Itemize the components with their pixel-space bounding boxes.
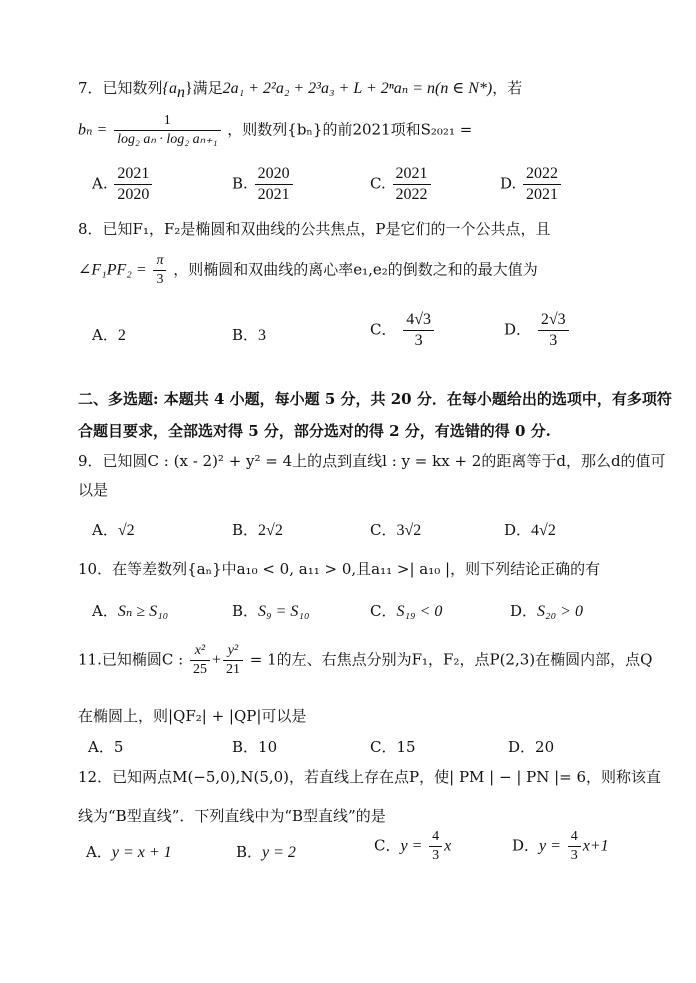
option-den: 2021 [526,186,559,203]
option-fraction [429,828,442,865]
option-value: 2√2 [258,522,283,539]
q9-option-b [232,520,283,541]
option-value: S₁₉ < 0 [396,603,443,620]
q11-f1-num: x² [190,642,210,661]
option-value: 4√2 [531,522,556,539]
q7-bn-den: log₂ aₙ · log₂ aₙ₊₁ [117,132,218,147]
option-label: A. [92,174,108,193]
option-label: A． [92,326,118,344]
q7-stem-line2 [78,112,472,149]
q11-stem-line2: 在椭圆上，则|QF₂| + |QP|可以是 [78,707,307,725]
option-fraction [538,310,569,351]
q11-post: = 1的左、右焦点分别为F₁，F₂，点P(2,3)在椭圆内部，点Q [249,650,653,669]
option-label: B． [236,843,263,861]
option-value: 5 [113,738,124,756]
q7-stem-line1 [78,78,522,99]
option-label: B. [232,174,248,193]
option-den: 2020 [117,186,150,203]
q11-pre: 11.已知椭圆C : [78,650,184,669]
option-num: 4 [429,828,442,847]
option-label: D. [500,174,517,193]
q7-cond-post: ，若 [492,79,523,97]
q8-option-c [370,310,436,351]
option-label: C． [370,738,397,756]
q12-option-a [86,842,172,863]
option-fraction [114,164,152,205]
option-pre: y = [400,837,423,855]
option-fraction [568,828,581,865]
q7-bn-num: 1 [114,112,220,131]
q11-f2-num: y² [223,642,243,661]
q12-stem-line2: 线为“B型直线”．下列直线中为“B型直线”的是 [78,807,386,825]
option-label: D． [504,320,532,339]
option-label: D． [504,521,532,539]
section2-line2: 合题目要求，全部选对得 5 分，部分选对的得 2 分，有选错的得 0 分. [78,422,551,440]
q12-option-d [512,828,609,865]
q10-option-d [510,601,583,622]
q8-angle-num: π [153,252,166,271]
option-den: 2021 [257,186,290,203]
option-label: C． [370,602,397,620]
option-value: S₂₀ > 0 [537,603,583,620]
q11-option-c [370,737,416,757]
option-value: √2 [117,522,135,539]
q9-option-a [92,520,135,541]
option-value: 15 [396,738,416,756]
q8-stem-line2 [78,252,538,289]
option-label: B． [232,521,259,539]
q11-option-b [232,737,277,757]
option-num: 2021 [114,164,152,185]
q10-option-a [92,601,168,622]
option-pre: y = [539,837,561,855]
option-num: 4 [568,828,581,847]
q11-plus: + [211,651,221,669]
q11-fraction-y [223,642,243,679]
q7-seq: {a [162,80,177,97]
q7-bn-fraction [114,112,220,149]
q12-option-b [236,842,296,863]
q8-option-a [92,325,126,346]
option-label: A． [92,602,118,620]
option-den: 3 [414,332,423,349]
option-label: A． [86,843,112,861]
option-value: 10 [258,738,278,756]
option-label: B． [232,602,259,620]
q7-bn-label: bₙ = [78,121,108,139]
q11-option-a [88,737,123,757]
q7-cond-pre: 满足 [192,79,223,97]
option-fraction [255,164,293,205]
option-label: A． [88,738,114,756]
q12-stem-line1: 12．已知两点M(−5,0),N(5,0)，若直线上存在点P，使| PM | − | PN |= 6，则称该直 [78,768,662,786]
q9-stem-line2: 以是 [78,481,109,499]
option-value: y = x + 1 [111,844,172,861]
option-value: 3 [258,327,267,344]
q9-stem-line1: 9．已知圆C : (x - 2)² + y² = 4上的点到直线l : y = kx + 2的距离等于d，那么d的值可 [78,452,666,470]
q7-option-a [92,164,154,205]
q11-f2-den: 21 [225,662,240,677]
option-label: D． [510,602,538,620]
q8-angle-den: 3 [156,272,164,287]
option-value: 3√2 [396,522,422,539]
q11-option-d [508,737,554,757]
q9-option-d [504,520,556,541]
option-label: D． [512,836,540,855]
q12-option-c [374,828,451,865]
option-post: x [444,837,452,855]
option-fraction [393,164,431,205]
option-value: S₉ = S₁₀ [258,603,310,620]
option-den: 3 [549,332,558,349]
q10-stem-line1: 10．在等差数列{aₙ}中a₁₀ < 0, a₁₁ > 0,且a₁₁ >| a₁₀ |，则下列结论正确的有 [78,560,601,578]
q9-option-c [370,520,421,541]
q8-angle: ∠F₁PF₂ = [78,261,147,279]
option-fraction [403,310,434,351]
q8-option-b [232,325,266,346]
option-label: C. [370,174,386,193]
q7-option-b [232,164,295,205]
q11-stem-line1 [78,642,652,679]
option-den: 3 [432,848,440,863]
q7-formula: 2a₁ + 2²a₂ + 2³a₃ + L + 2ⁿaₙ = n(n ∈ N*) [222,80,493,97]
option-num: 2020 [255,164,293,185]
q7-option-c [370,164,433,205]
option-value: 2 [117,327,126,344]
option-num: 2022 [523,164,561,185]
option-num: 4√3 [403,310,434,331]
option-value: Sₙ ≥ S₁₀ [117,603,169,620]
option-label: D． [508,738,536,756]
q8-stem-line1: 8．已知F₁，F₂是椭圆和双曲线的公共焦点，P是它们的一个公共点，且 [78,220,551,238]
q8-tail: ，则椭圆和双曲线的离心率e₁,e₂的倒数之和的最大值为 [173,260,538,279]
q7-seq-end: } [184,80,193,97]
option-num: 2√3 [538,310,569,331]
option-value: 20 [535,738,555,756]
q7-seq-sub: n [176,84,185,101]
option-post: x+1 [582,837,609,855]
q8-angle-fraction [153,252,166,289]
option-num: 2021 [393,164,431,185]
option-label: B． [232,738,259,756]
q10-option-b [232,601,310,622]
section2-line1: 二、多选题: 本题共 4 小题，每小题 5 分，共 20 分．在每小题给出的选项中，有多项符 [78,390,672,408]
option-label: C． [370,320,397,339]
q11-f1-den: 25 [192,662,207,677]
q7-number: 7．已知数列 [78,79,163,97]
q8-option-d [504,310,571,351]
q7-option-d [500,164,563,205]
option-value: y = 2 [262,844,296,861]
option-fraction [523,164,561,205]
q10-option-c [370,601,442,622]
q11-fraction-x [190,642,210,679]
option-den: 2022 [395,186,428,203]
option-label: B． [232,326,259,344]
option-label: C． [370,521,397,539]
option-den: 3 [570,848,578,863]
option-label: C． [374,836,401,855]
q7-tail: ，则数列{bₙ}的前2021项和S₂₀₂₁ = [227,120,473,139]
option-label: A． [92,521,118,539]
